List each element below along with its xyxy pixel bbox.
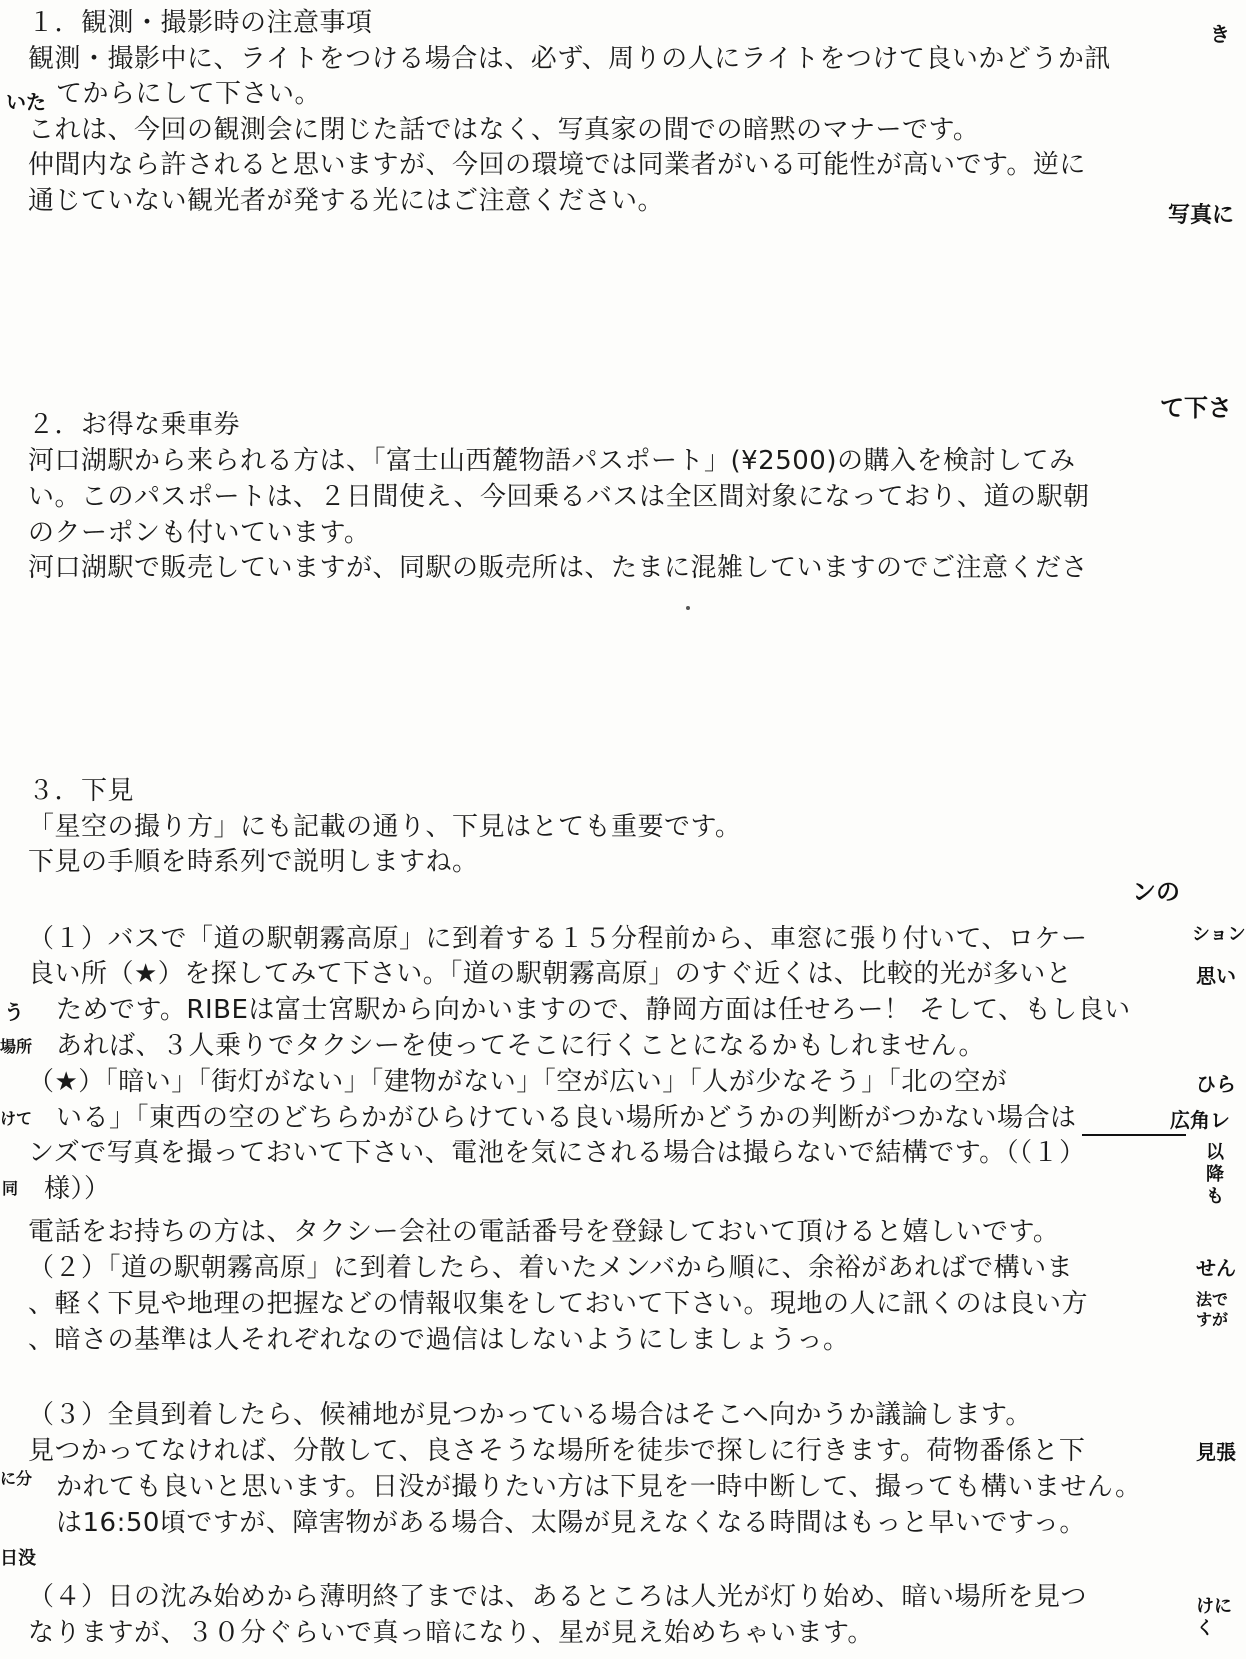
section-3-line-2: 下見の手順を時系列で説明しますね。 [28, 847, 479, 877]
section-3-line-3: （１）バスで「道の駅朝霧高原」に到着する１５分程前から、車窓に張り付いて、ロケー [28, 924, 1088, 954]
section-1-line-5: 通じていない観光者が発する光にはご注意ください。 [28, 186, 665, 216]
section-1-line-4: 仲間内なら許されると思いますが、今回の環境では同業者がいる可能性が高いです。逆に [28, 150, 1086, 180]
scan-speck [686, 606, 690, 610]
handwritten-note: に分 [0, 1469, 33, 1488]
handwritten-note: 見張 [1196, 1440, 1236, 1464]
handwritten-note: き [1210, 22, 1230, 46]
section-3-heading: ３．下見 [28, 776, 135, 806]
section-3-line-14: 、暗さの基準は人それぞれなので過信はしないようにしましょうっ。 [28, 1325, 850, 1355]
section-2-line-3: のクーポンも付いています。 [28, 518, 371, 548]
section-3-line-15: （３）全員到着したら、候補地が見つかっている場合はそこへ向かうか議論します。 [28, 1400, 1032, 1430]
section-3-line-1: 「星空の撮り方」にも記載の通り、下見はとても重要です。 [28, 812, 742, 842]
handwritten-note: う [4, 1000, 24, 1024]
handwritten-note: いた [6, 90, 46, 114]
handwritten-note: 思い [1196, 964, 1236, 988]
section-3-line-16: 見つかってなければ、分散して、良さそうな場所を徒歩で探しに行きます。荷物番係と下 [28, 1436, 1086, 1466]
handwritten-note: て下さ [1160, 394, 1232, 422]
handwritten-note: 場所 [0, 1037, 33, 1056]
handwritten-note: 日没 [0, 1548, 36, 1569]
section-3-line-10: 様）） [44, 1174, 111, 1204]
handwritten-note: ひら [1196, 1072, 1236, 1096]
handwritten-note: 広角レ [1170, 1108, 1230, 1132]
handwritten-note: 以降も [1206, 1142, 1224, 1207]
section-3-line-9: ンズで写真を撮っておいて下さい、電池を気にされる場合は撮らないで結構です。（（１） [28, 1138, 1086, 1168]
section-3-line-12: （２）「道の駅朝霧高原」に到着したら、着いたメンバから順に、余裕があればで構いま [28, 1253, 1074, 1283]
section-3-line-11: 電話をお持ちの方は、タクシー会社の電話番号を登録しておいて頂けると嬉しいです。 [28, 1217, 1060, 1247]
handwritten-note: せん [1196, 1256, 1236, 1280]
section-2-heading: ２．お得な乗車券 [28, 410, 241, 440]
handwritten-note: ンの [1132, 878, 1180, 906]
handwritten-note: 同 [2, 1179, 19, 1198]
handwritten-underline [1082, 1134, 1186, 1136]
section-1-line-2: てからにして下さい。 [56, 79, 322, 109]
section-2-line-1: 河口湖駅から来られる方は、「富士山西麓物語パスポート」(¥2500)の購入を検討してみ [28, 446, 1076, 476]
handwritten-note: 法ですが [1196, 1290, 1229, 1329]
section-3-line-20: なりますが、３０分ぐらいで真っ暗になり、星が見え始めちゃいます。 [28, 1618, 874, 1648]
section-3-line-17: かれても良いと思います。日没が撮りたい方は下見を一時中断して、撮っても構いません。 [56, 1472, 1142, 1502]
section-2-line-2: い。このパスポートは、２日間使え、今回乗るバスは全区間対象になっており、道の駅朝 [28, 482, 1090, 512]
handwritten-note: けにく [1196, 1596, 1232, 1639]
section-1-line-1: 観測・撮影中に、ライトをつける場合は、必ず、周りの人にライトをつけて良いかどうか訊 [28, 44, 1111, 74]
section-3-line-18: は16:50頃ですが、障害物がある場合、太陽が見えなくなる時間はもっと早いですっ。 [56, 1508, 1086, 1538]
section-3-line-7: （★）「暗い」「街灯がない」「建物がない」「空が広い」「人が少なそう」「北の空が [28, 1067, 1008, 1097]
section-3-line-19: （４）日の沈み始めから薄明終了までは、あるところは人光が灯り始め、暗い場所を見つ [28, 1582, 1087, 1612]
section-3-line-13: 、軽く下見や地理の把握などの情報収集をしておいて下さい。現地の人に訊くのは良い方 [28, 1289, 1089, 1319]
section-3-line-8: いる」「東西の空のどちらかがひらけている良い場所かどうかの判断がつかない場合は [56, 1103, 1077, 1133]
section-2-line-4: 河口湖駅で販売していますが、同駅の販売所は、たまに混雑していますのでご注意くださ [28, 553, 1089, 583]
section-1-line-3: これは、今回の観測会に閉じた話ではなく、写真家の間での暗黙のマナーです。 [28, 115, 980, 145]
section-1-heading: １．観測・撮影時の注意事項 [28, 8, 373, 38]
section-3-line-5: ためです。RIBEは富士宮駅から向かいますので、静岡方面は任せろー！ そして、もし良い [56, 995, 1131, 1025]
section-3-line-6: あれば、３人乗りでタクシーを使ってそこに行くことになるかもしれません。 [56, 1031, 986, 1061]
handwritten-note: 写真に [1168, 203, 1235, 228]
handwritten-note: ション [1192, 924, 1246, 945]
section-3-line-4: 良い所（★）を探してみて下さい。「道の駅朝霧高原」のすぐ近くは、比較的光が多いと [28, 959, 1073, 989]
handwritten-note: けて [0, 1109, 33, 1128]
